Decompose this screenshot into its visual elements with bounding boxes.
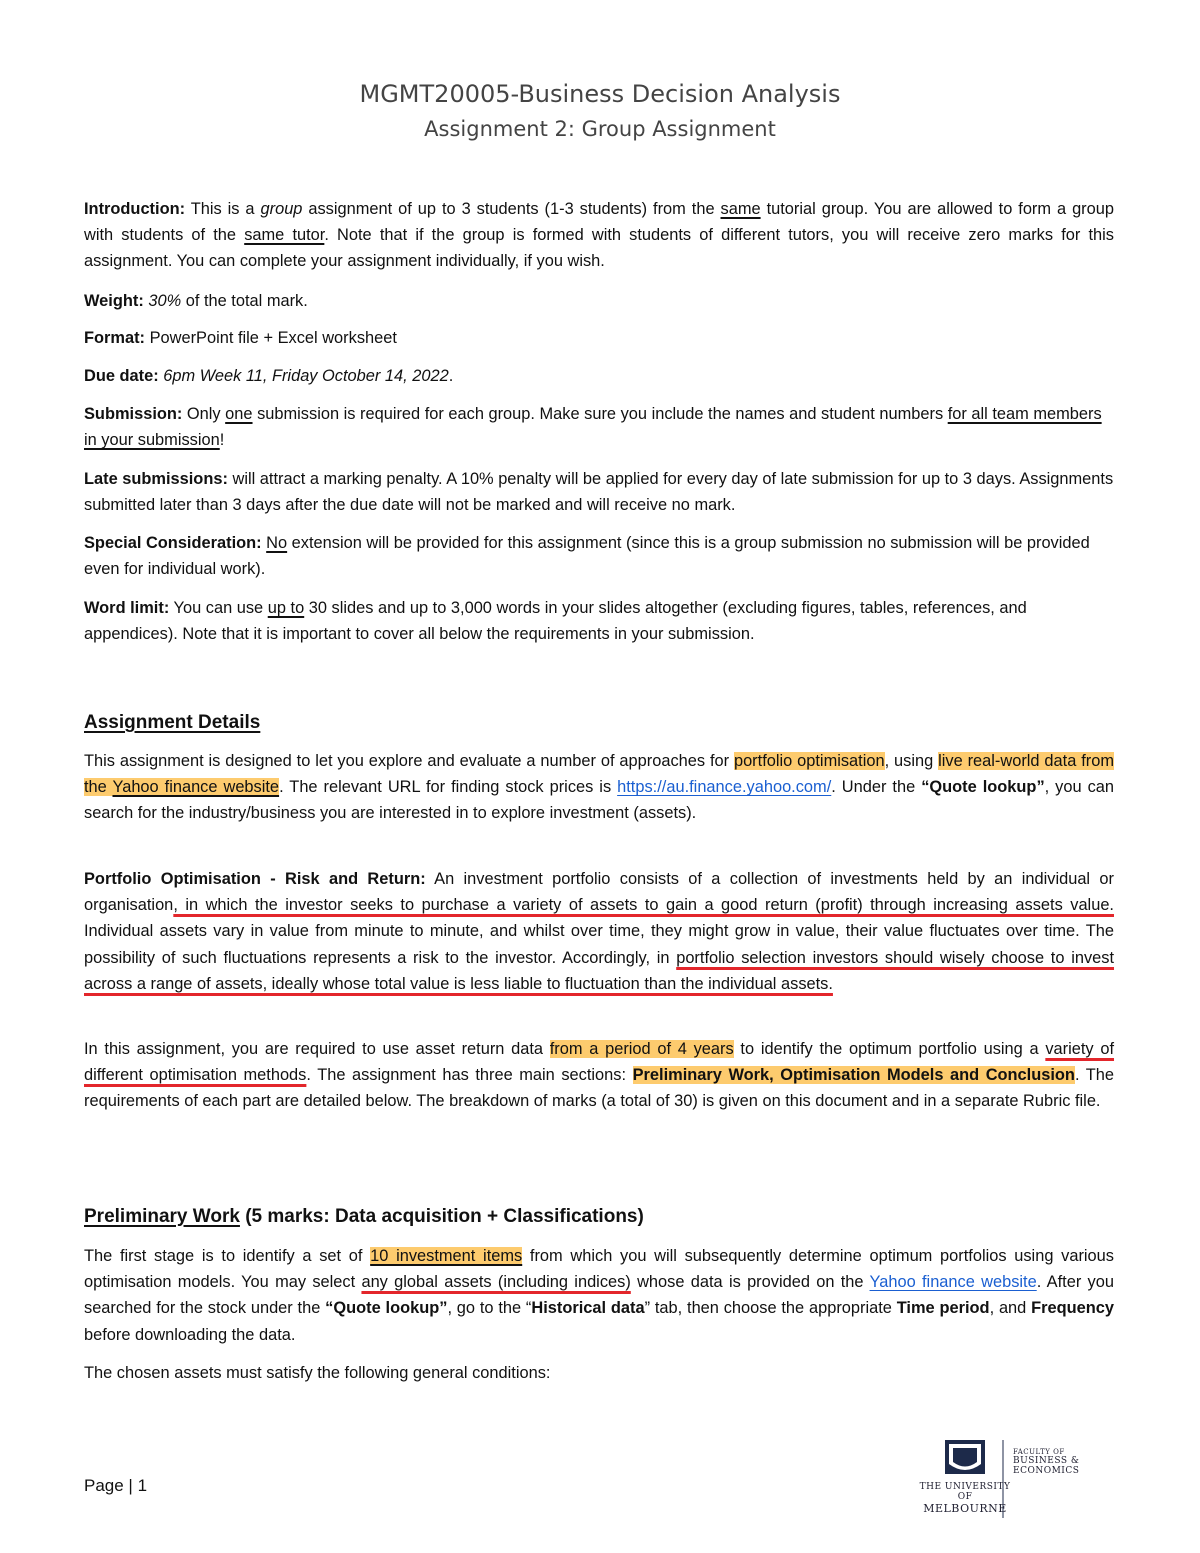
faculty-name: FACULTY OF BUSINESS & ECONOMICS <box>1013 1448 1080 1476</box>
conditions-line: The chosen assets must satisfy the following general conditions: <box>84 1364 551 1382</box>
assignment-overview-paragraph: In this assignment, you are required to use asset return data from a period of 4 years to identify the optimum portfolio using a variety of different optimisation methods. The assignment has three main sections: Preliminary Work, Optimisation Models and Conclusion. The requirements of each part are detailed below. The breakdown of marks (a total of 30) is given on this document and in a separate Rubric file. <box>84 1040 1115 1111</box>
due-date-line: Due date: 6pm Week 11, Friday October 14, 2022. <box>84 367 454 385</box>
page-number: Page | 1 <box>84 1476 148 1495</box>
special-consideration-paragraph: Special Consideration: No extension will be provided for this assignment (since this is a group submission no submission will be provided even for individual work). <box>84 534 1090 579</box>
yahoo-finance-url-link[interactable]: https://au.finance.yahoo.com/ <box>617 778 832 797</box>
course-title: MGMT20005-Business Decision Analysis <box>359 80 841 108</box>
submission-paragraph: Submission: Only one submission is required for each group. Make sure you include the names and student numbers for all team members in your submission! <box>84 405 1102 450</box>
word-limit-paragraph: Word limit: You can use up to 30 slides and up to 3,000 words in your slides altogether (excluding figures, tables, references, and appendices). Note that it is important to cover all below the requirements in your submission. <box>84 599 1027 644</box>
preliminary-work-paragraph: The first stage is to identify a set of 10 investment items from which you will subsequently determine optimum portfolios using various optimisation models. You may select any global assets (including indices) whose data is provided on the Yahoo finance website. After you searched for the stock under the “Quote lookup”, go to the “Historical data” tab, then choose the appropriate Time period, and Frequency before downloading the data. <box>84 1247 1114 1344</box>
university-name: THE UNIVERSITY OF MELBOURNE <box>919 1482 1011 1515</box>
intro-paragraph: Introduction: This is a group assignment of up to 3 students (1-3 students) from the same tutorial group. You are allowed to form a group with students of the same tutor. Note that if the group is formed with students of different tutors, you will receive zero marks for this assignment. You can complete your assignment individually, if you wish. <box>84 200 1115 271</box>
assignment-details-heading: Assignment Details <box>84 712 261 733</box>
late-submissions-paragraph: Late submissions: will attract a marking penalty. A 10% penalty will be applied for every day of late submission for up to 3 days. Assignments submitted later than 3 days after the due date will not be marked and will receive no mark. <box>84 470 1114 515</box>
yahoo-finance-website-link[interactable]: Yahoo finance website <box>869 1273 1037 1292</box>
format-line: Format: PowerPoint file + Excel worksheet <box>84 329 397 347</box>
preliminary-work-heading: Preliminary Work (5 marks: Data acquisition + Classifications) <box>84 1206 644 1227</box>
weight-line: Weight: 30% of the total mark. <box>84 292 308 310</box>
assignment-title: Assignment 2: Group Assignment <box>424 117 776 141</box>
details-paragraph: This assignment is designed to let you explore and evaluate a number of approaches for portfolio optimisation, using live real-world data from the Yahoo finance website. The relevant URL for finding stock prices is https://au.finance.yahoo.com/. Under the “Quote lookup”, you can search for the industry/business you are interested in to explore investment (assets). <box>84 752 1115 823</box>
university-logo <box>905 1436 1085 1522</box>
portfolio-optimisation-paragraph: Portfolio Optimisation - Risk and Return: An investment portfolio consists of a collection of investments held by an individual or organisation, in which the investor seeks to purchase a variety of assets to gain a good return (profit) through increasing assets value. Individual assets vary in value from minute to minute, and whilst over time, they might grow in value, their value fluctuates over time. The possibility of such fluctuations represents a risk to the investor. Accordingly, in portfolio selection investors should wisely choose to invest across a range of assets, ideally whose total value is less liable to fluctuation than the individual assets. <box>84 870 1115 993</box>
